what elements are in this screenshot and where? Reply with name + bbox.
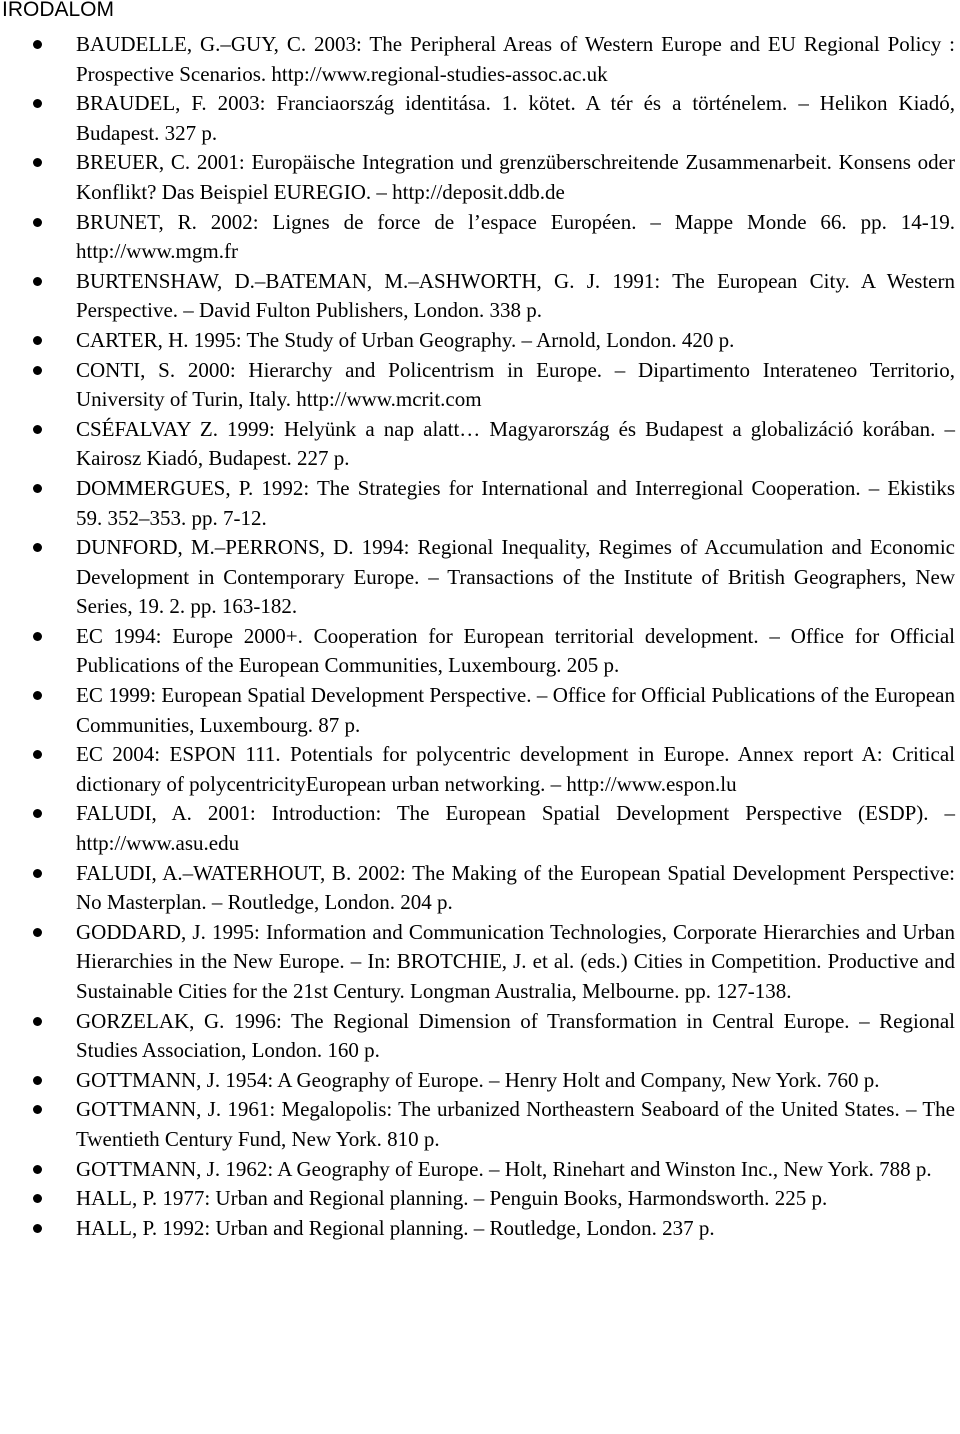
reference-item [0,30,955,89]
reference-item [0,533,955,622]
reference-text: BRAUDEL, F. 2003: Franciaország identitása. 1. kötet. A tér és a történelem. – Helikon Kiadó, Budapest. 327 p. [76,91,955,145]
reference-text: GODDARD, J. 1995: Information and Communication Technologies, Corporate Hierarchies and Urban Hierarchies in the New Europe. – In: BROTCHIE, J. et al. (eds.) Cities in Competition. Productive and Sustainable Cities for the 21st Century. Longman Australia, Melbourne. pp. 127-138. [76,919,955,1003]
reference-text: BREUER, C. 2001: Europäische Integration und grenzüberschreitende Zusammenarbeit. Konsens oder Konflikt? Das Beispiel EUREGIO. – http://deposit.ddb.de [76,150,955,204]
bullet-icon [33,1017,42,1026]
page-heading: IRODALOM [2,0,115,21]
bullet-icon [33,1194,42,1203]
reference-text: CONTI, S. 2000: Hierarchy and Policentrism in Europe. – Dipartimento Interateneo Territorio, University of Turin, Italy. http://www.mcrit.com [76,357,955,412]
reference-item [0,740,955,799]
bullet-icon [33,99,42,108]
reference-item [0,1007,955,1066]
reference-text: EC 2004: ESPON 111. Potentials for polycentric development in Europe. Annex report A: Critical dictionary of polycentricityEuropean urban networking. – http://www.espon.lu [76,742,955,796]
reference-item [0,148,955,207]
bullet-icon [33,1165,42,1174]
bullet-icon [33,40,42,49]
reference-text: BURTENSHAW, D.–BATEMAN, M.–ASHWORTH, G. J. 1991: The European City. A Western Perspective. – David Fulton Publishers, London. 338 p. [76,268,955,323]
reference-item [0,681,955,740]
reference-item [0,1095,955,1154]
reference-item [0,1155,955,1185]
bullet-icon [33,336,42,345]
reference-text: GOTTMANN, J. 1962: A Geography of Europe. – Holt, Rinehart and Winston Inc., New York. 788 p. [76,1156,932,1181]
reference-text: FALUDI, A.–WATERHOUT, B. 2002: The Making of the European Spatial Development Perspective: No Masterplan. – Routledge, London. 204 p. [76,860,955,915]
reference-item [0,326,955,356]
bullet-icon [33,1105,42,1114]
reference-text: HALL, P. 1977: Urban and Regional planning. – Penguin Books, Harmondsworth. 225 p. [76,1186,828,1211]
reference-item [0,208,955,267]
bullet-icon [33,869,42,878]
reference-item [0,1066,955,1096]
bullet-icon [33,750,42,759]
reference-text: FALUDI, A. 2001: Introduction: The European Spatial Development Perspective (ESDP). – http://www.asu.edu [76,801,955,856]
reference-text: HALL, P. 1992: Urban and Regional planning. – Routledge, London. 237 p. [76,1215,715,1240]
bullet-icon [33,809,42,818]
reference-text: GOTTMANN, J. 1954: A Geography of Europe. – Henry Holt and Company, New York. 760 p. [76,1067,880,1092]
bullet-icon [33,1224,42,1233]
bullet-icon [33,218,42,227]
reference-text: GOTTMANN, J. 1961: Megalopolis: The urbanized Northeastern Seaboard of the United States. – The Twentieth Century Fund, New York. 810 p. [76,1097,955,1151]
reference-item [0,622,955,681]
reference-item [0,356,955,415]
reference-item [0,918,955,1007]
reference-item [0,474,955,533]
bullet-icon [33,158,42,167]
reference-text: CSÉFALVAY Z. 1999: Helyünk a nap alatt… Magyarország és Budapest a globalizáció korában. – Kairosz Kiadó, Budapest. 227 p. [76,416,955,471]
reference-item [0,415,955,474]
bullet-icon [33,425,42,434]
reference-text: GORZELAK, G. 1996: The Regional Dimension of Transformation in Central Europe. – Regional Studies Association, London. 160 p. [76,1008,955,1063]
reference-text: EC 1994: Europe 2000+. Cooperation for European territorial development. – Office for Official Publications of the European Communities, Luxembourg. 205 p. [76,623,955,678]
bullet-icon [33,366,42,375]
reference-text: CARTER, H. 1995: The Study of Urban Geography. – Arnold, London. 420 p. [76,327,735,352]
reference-item [0,89,955,148]
bullet-icon [33,691,42,700]
bullet-icon [33,632,42,641]
reference-text: DOMMERGUES, P. 1992: The Strategies for International and Interregional Cooperation. – Ekistiks 59. 352–353. pp. 7-12. [76,475,955,530]
reference-list [0,30,955,1243]
reference-text: DUNFORD, M.–PERRONS, D. 1994: Regional Inequality, Regimes of Accumulation and Economic Development in Contemporary Europe. – Transactions of the Institute of British Geographers, New Series, 19. 2. pp. 163-182. [76,535,955,619]
reference-text: BRUNET, R. 2002: Lignes de force de l’espace Européen. – Mappe Monde 66. pp. 14-19. http://www.mgm.fr [76,209,955,264]
reference-item [0,859,955,918]
reference-item [0,799,955,858]
reference-text: EC 1999: European Spatial Development Perspective. – Office for Official Publications of the European Communities, Luxembourg. 87 p. [76,683,955,737]
bullet-icon [33,484,42,493]
bullet-icon [33,1076,42,1085]
reference-item [0,267,955,326]
bullet-icon [33,277,42,286]
reference-text: BAUDELLE, G.–GUY, C. 2003: The Peripheral Areas of Western Europe and EU Regional Policy : Prospective Scenarios. http://www.regional-studies-assoc.ac.uk [76,32,955,86]
reference-item [0,1184,955,1214]
bullet-icon [33,928,42,937]
bullet-icon [33,543,42,552]
reference-item [0,1214,955,1244]
